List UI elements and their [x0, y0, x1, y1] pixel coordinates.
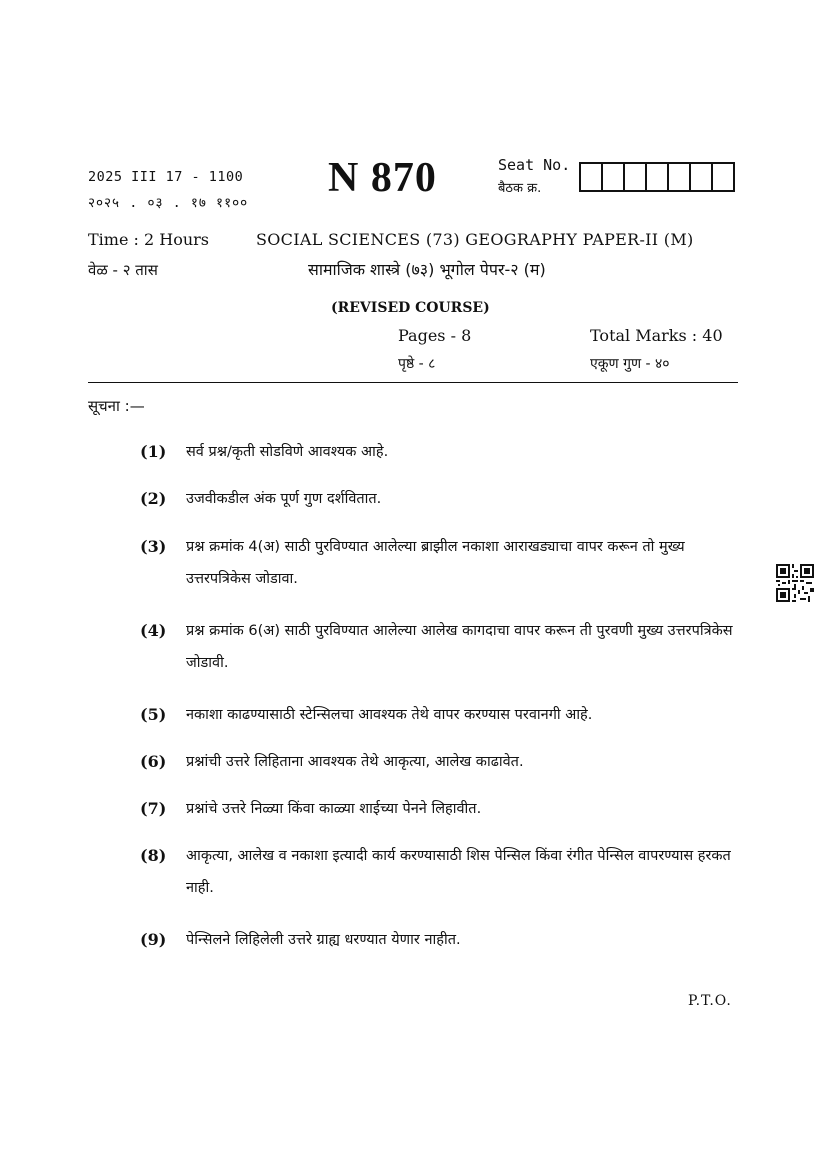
revised-course-label: (REVISED COURSE) [331, 300, 490, 316]
time-duration-marathi: वेळ - २ तास [88, 261, 158, 279]
instruction-number: (5) [140, 705, 167, 724]
instruction-text: पेन्सिलने लिहिलेली उत्तरे ग्राह्य धरण्यात येणार नाहीत. [186, 932, 461, 948]
instruction-text: उजवीकडील अंक पूर्ण गुण दर्शवितात. [186, 491, 382, 507]
header-divider [88, 382, 738, 383]
seat-box[interactable] [713, 164, 733, 190]
instruction-text: प्रश्न क्रमांक 4(अ) साठी पुरविण्यात आलेल्या ब्राझील नकाशा आराखड्याचा वापर करून तो मुख्य उत्तरपत्रिकेस जोडावा. [186, 539, 685, 587]
subject-title: SOCIAL SCIENCES (73) GEOGRAPHY PAPER-II (M) [256, 230, 694, 249]
instruction-number: (6) [140, 752, 167, 771]
instruction-number: (4) [140, 621, 167, 640]
seat-box[interactable] [669, 164, 691, 190]
seat-box[interactable] [603, 164, 625, 190]
exam-code-marathi: २०२५ . ०३ . १७ ११०० [88, 195, 249, 211]
seat-box[interactable] [625, 164, 647, 190]
please-turn-over: P.T.O. [688, 993, 732, 1009]
seat-number-label: Seat No. [498, 156, 571, 174]
qr-code-icon [776, 564, 814, 602]
instruction-number: (2) [140, 489, 167, 508]
instruction-text: सर्व प्रश्न/कृती सोडविणे आवश्यक आहे. [186, 444, 389, 460]
page-count-marathi: पृष्ठे - ८ [398, 356, 436, 372]
instruction-text: आकृत्या, आलेख व नकाशा इत्यादी कार्य करण्यासाठी शिस पेन्सिल किंवा रंगीत पेन्सिल वापरण्यास हरकत नाही. [186, 848, 731, 896]
instruction-number: (1) [140, 442, 167, 461]
seat-number-label-marathi: बैठक क्र. [498, 181, 542, 196]
seat-number-boxes[interactable] [579, 162, 735, 192]
total-marks: Total Marks : 40 [590, 326, 723, 345]
total-marks-marathi: एकूण गुण - ४० [590, 356, 670, 372]
instruction-number: (9) [140, 930, 167, 949]
instruction-number: (7) [140, 799, 167, 818]
seat-box[interactable] [691, 164, 713, 190]
seat-box[interactable] [647, 164, 669, 190]
subject-title-marathi: सामाजिक शास्त्रे (७३) भूगोल पेपर-२ (म) [308, 260, 546, 279]
instruction-text: प्रश्नांची उत्तरे लिहिताना आवश्यक तेथे आकृत्या, आलेख काढावेत. [186, 754, 524, 770]
paper-code: N 870 [328, 155, 437, 201]
instruction-text: प्रश्न क्रमांक 6(अ) साठी पुरविण्यात आलेल्या आलेख कागदाचा वापर करून ती पुरवणी मुख्य उत्तरपत्रिकेस जोडावी. [186, 623, 733, 671]
time-duration: Time : 2 Hours [88, 230, 210, 249]
instruction-number: (3) [140, 537, 167, 556]
instruction-number: (8) [140, 846, 167, 865]
instructions-heading: सूचना :— [88, 397, 145, 415]
instruction-text: नकाशा काढण्यासाठी स्टेन्सिलचा आवश्यक तेथे वापर करण्यास परवानगी आहे. [186, 707, 593, 723]
seat-box[interactable] [581, 164, 603, 190]
exam-code: 2025 III 17 - 1100 [88, 169, 244, 185]
page-count: Pages - 8 [398, 326, 472, 345]
instruction-text: प्रश्नांचे उत्तरे निळ्या किंवा काळ्या शाईच्या पेनने लिहावीत. [186, 801, 482, 817]
